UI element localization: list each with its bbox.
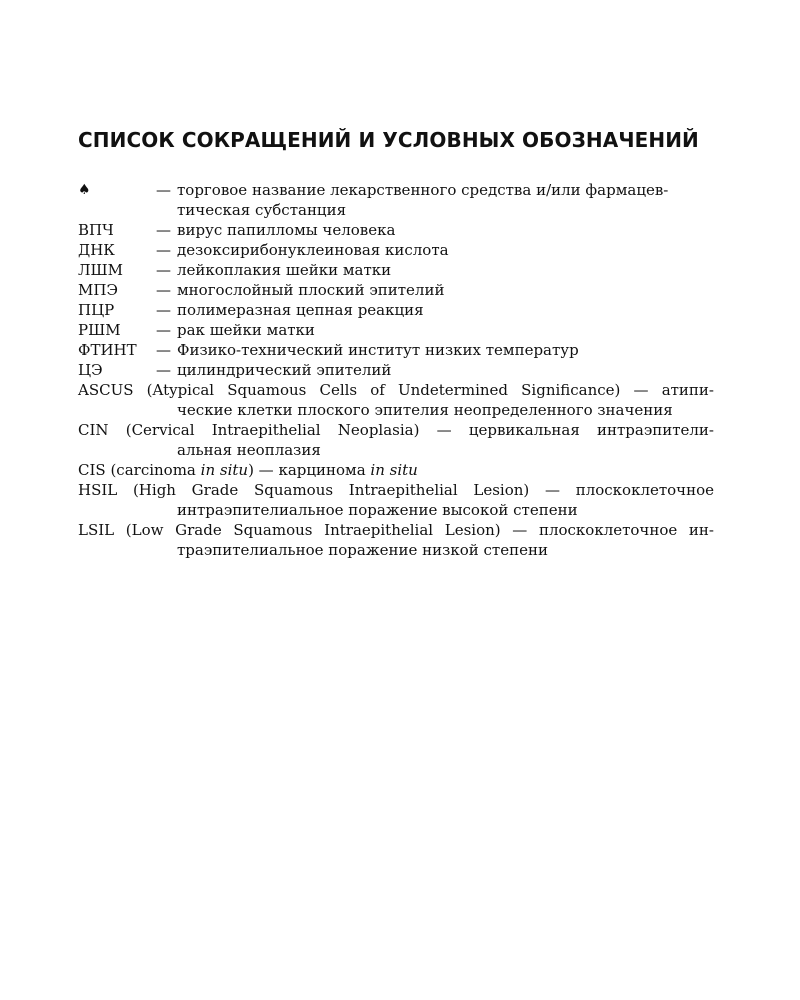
definition	[156, 240, 714, 260]
definition	[156, 220, 714, 240]
dash: —	[156, 281, 171, 299]
dash: —	[156, 301, 171, 319]
entry-text: ) — карцинома	[248, 461, 371, 479]
list-item	[78, 480, 714, 520]
list-item	[78, 300, 714, 320]
definition	[156, 340, 714, 360]
definition-continuation: тическая субстанция	[177, 201, 347, 219]
definition	[156, 360, 714, 380]
list-item	[78, 340, 714, 360]
list-item	[78, 220, 714, 240]
spade-icon: ♠	[78, 182, 91, 198]
dash: —	[156, 361, 171, 379]
dash: —	[156, 241, 171, 259]
definition-text: полимеразная цепная реакция	[177, 301, 424, 319]
definition	[156, 300, 714, 320]
definition-text: вирус папилломы человека	[177, 221, 396, 239]
definition-text: многослойный плоский эпителий	[177, 281, 445, 299]
entry-line: HSIL (High Grade Squamous Intraepithelial Lesion) — плоскоклеточное	[78, 481, 714, 499]
definition	[156, 180, 714, 200]
list-item	[78, 360, 714, 380]
entry-text: CIS (carcinoma	[78, 461, 201, 479]
list-item	[78, 380, 714, 420]
definition-text: дезоксирибонуклеиновая кислота	[177, 241, 449, 259]
entry-line: CIN (Cervical Intraepithelial Neoplasia) — цервикальная интраэпители-	[78, 421, 714, 439]
page-title: СПИСОК СОКРАЩЕНИЙ И УСЛОВНЫХ ОБОЗНАЧЕНИЙ	[78, 128, 699, 152]
list-item	[78, 520, 714, 560]
definition	[156, 320, 714, 340]
abbreviation: МПЭ	[78, 281, 118, 299]
definition-text: Физико-технический институт низких температур	[177, 341, 579, 359]
italic-term: in situ	[370, 461, 418, 479]
abbreviation: ЦЭ	[78, 361, 103, 379]
entry-line: ASCUS (Atypical Squamous Cells of Undetermined Significance) — атипи-	[78, 381, 714, 399]
list-item	[78, 460, 714, 480]
definition-continuation: интраэпителиальное поражение высокой степени	[177, 501, 578, 519]
abbreviation: ДНК	[78, 241, 115, 259]
abbreviation: ФТИНТ	[78, 341, 137, 359]
abbreviation: РШМ	[78, 321, 121, 339]
definition-text: торговое название лекарственного средства и/или фармацев-	[177, 181, 669, 199]
definition-text: рак шейки матки	[177, 321, 315, 339]
dash: —	[156, 261, 171, 279]
italic-term: in situ	[200, 461, 249, 479]
list-item	[78, 420, 714, 460]
abbreviation-list	[78, 180, 714, 560]
definition	[156, 280, 714, 300]
entry-line: LSIL (Low Grade Squamous Intraepithelial Lesion) — плоскоклеточное ин-	[78, 521, 714, 539]
definition-continuation: ческие клетки плоского эпителия неопределенного значения	[177, 401, 673, 419]
dash: —	[156, 181, 171, 199]
list-item	[78, 180, 714, 200]
list-item	[78, 260, 714, 280]
abbreviation: ВПЧ	[78, 221, 114, 239]
definition-text: лейкоплакия шейки матки	[177, 261, 392, 279]
list-item	[78, 320, 714, 340]
definition-continuation: траэпителиальное поражение низкой степени	[177, 541, 548, 559]
dash: —	[156, 321, 171, 339]
definition	[156, 260, 714, 280]
definition-continuation: альная неоплазия	[177, 441, 321, 459]
abbreviation: ЛШМ	[78, 261, 123, 279]
list-item	[78, 240, 714, 260]
entry-line	[78, 460, 714, 480]
dash: —	[156, 221, 171, 239]
definition-text: цилиндрический эпителий	[177, 361, 392, 379]
abbreviation: ПЦР	[78, 301, 115, 319]
list-item	[78, 280, 714, 300]
dash: —	[156, 341, 171, 359]
